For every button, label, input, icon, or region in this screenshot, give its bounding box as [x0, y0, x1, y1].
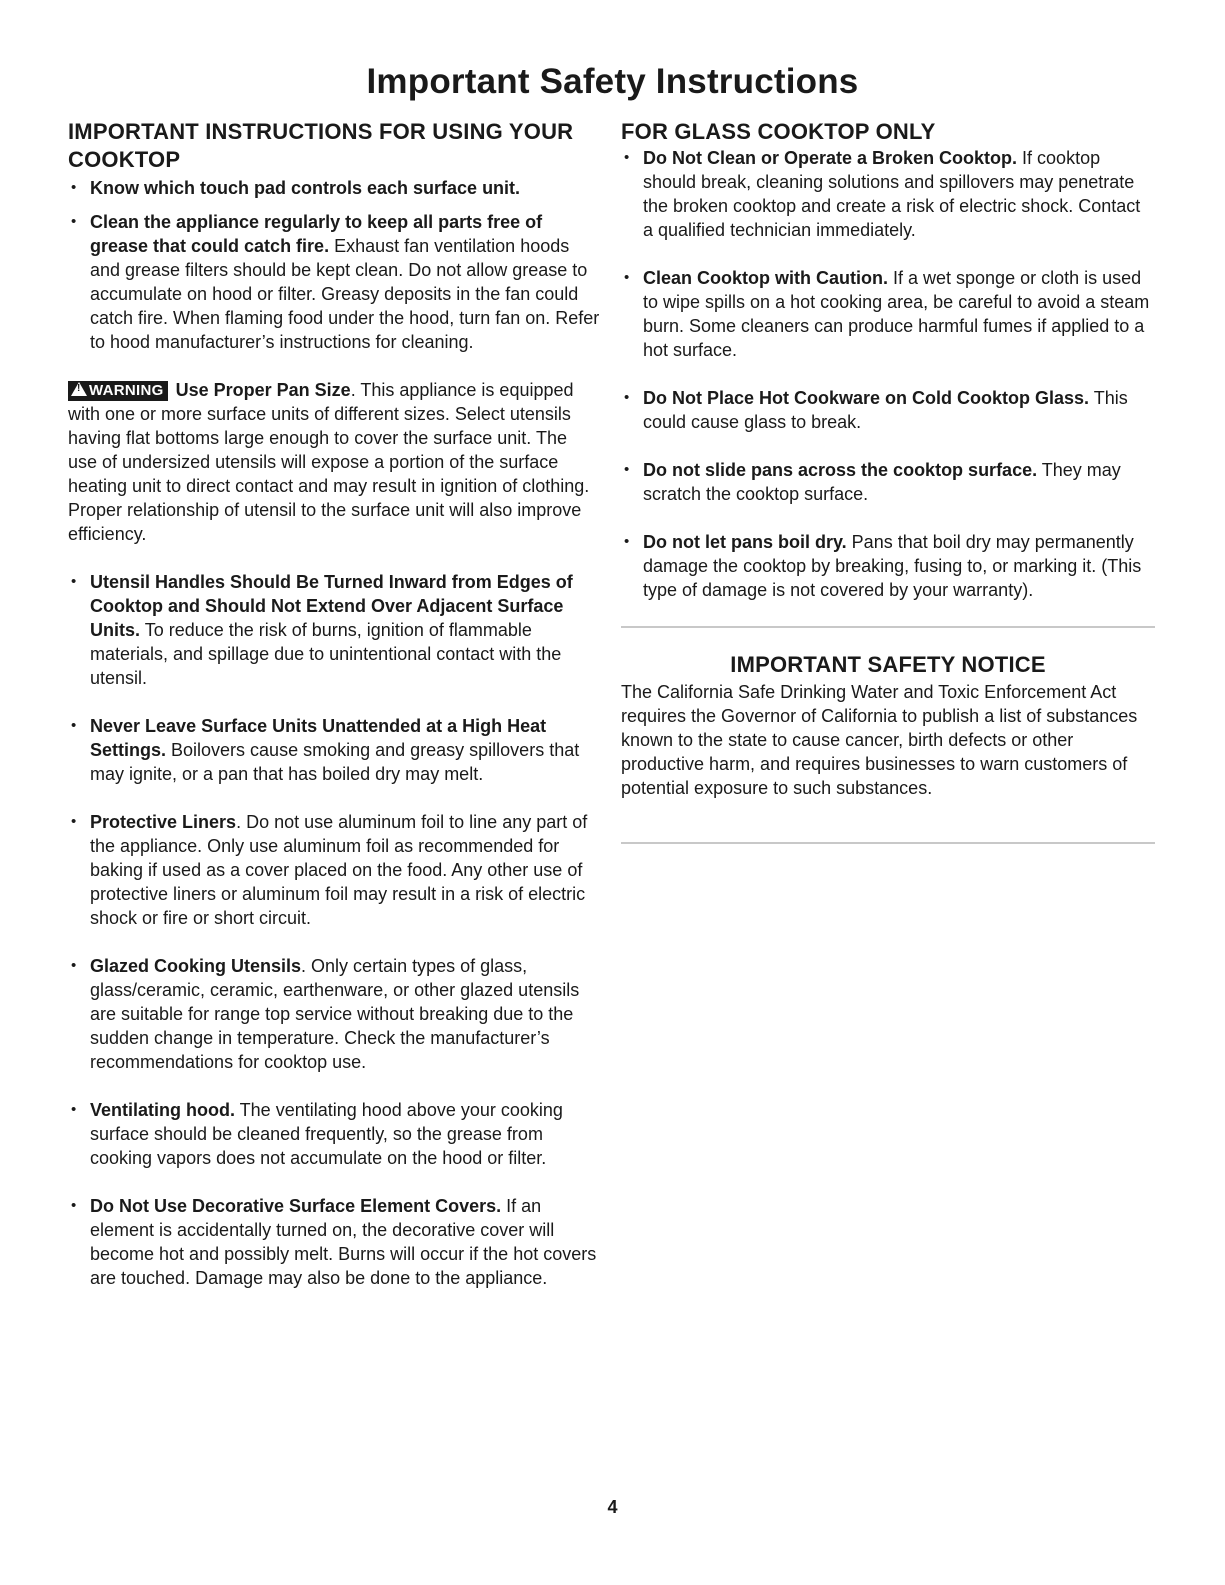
list-item	[621, 530, 1155, 602]
warning-badge	[68, 381, 168, 401]
item-text: Exhaust fan ventilation hoods and grease filters should be kept clean. Do not allow grease to accumulate on hood or filter. Greasy deposits in the fan could catch fire. When flaming food under the hood, turn fan on. Refer to hood manufacturer’s instructions for cleaning.	[90, 236, 600, 352]
page-number: 4	[607, 1497, 618, 1517]
item-text: . Do not use aluminum foil to line any part of the appliance. Only use aluminum foil as recommended for baking if used as a cover placed on the food. Any other use of protective liners or aluminum foil may result in a risk of electric shock or fire or short circuit.	[90, 812, 588, 928]
cooktop-instructions-heading: IMPORTANT INSTRUCTIONS FOR USING YOUR COOKTOP	[68, 119, 574, 172]
glass-cooktop-heading: FOR GLASS COOKTOP ONLY	[621, 119, 936, 144]
item-text: If an element is accidentally turned on, the decorative cover will become hot and possibly melt. Burns will occur if the hot covers are touched. Damage may also be done to the appliance.	[90, 1196, 597, 1288]
warning-triangle-icon	[71, 382, 87, 396]
item-text: They may scratch the cooktop surface.	[643, 460, 1121, 504]
item-lead: Clean the appliance regularly to keep all parts free of grease that could catch fire.	[90, 212, 543, 256]
right-column	[621, 118, 1155, 844]
item-lead: Utensil Handles Should Be Turned Inward from Edges of Cooktop and Should Not Extend Over Adjacent Surface Units.	[90, 572, 573, 640]
item-text: To reduce the risk of burns, ignition of flammable materials, and spillage due to unintentional contact with the utensil.	[90, 620, 562, 688]
list-item	[68, 714, 600, 786]
intro-list	[68, 176, 600, 354]
page-title: Important Safety Instructions	[366, 62, 859, 101]
notice-top-divider	[621, 626, 1155, 628]
list-item	[68, 810, 600, 930]
list-item	[68, 570, 600, 690]
item-lead: Do not let pans boil dry.	[643, 532, 847, 552]
warning-badge-label: WARNING	[89, 382, 164, 399]
item-text: . Only certain types of glass, glass/ceramic, ceramic, earthenware, or other glazed utensils are suitable for range top service without breaking due to the sudden change in temperature. Check the manufacturer’s recommendations for cooktop use.	[90, 956, 580, 1072]
item-lead: Glazed Cooking Utensils	[90, 956, 302, 976]
item-text: Pans that boil dry may permanently damage the cooktop by breaking, fusing to, or marking it. (This type of damage is not covered by your warranty).	[643, 532, 1142, 600]
instructions-list	[68, 570, 600, 1290]
list-item	[68, 176, 600, 200]
warning-lead: Use Proper Pan Size	[175, 380, 351, 400]
item-text: The ventilating hood above your cooking surface should be cleaned frequently, so the grease from cooking vapors does not accumulate on the hood or filter.	[90, 1100, 563, 1168]
item-text: If a wet sponge or cloth is used to wipe spills on a hot cooking area, be careful to avoid a steam burn. Some cleaners can produce harmful fumes if applied to a hot surface.	[643, 268, 1150, 360]
list-item	[621, 386, 1155, 434]
safety-notice-text: The California Safe Drinking Water and Toxic Enforcement Act requires the Governor of California to publish a list of substances known to the state to cause cancer, birth defects or other productive harm, and requires businesses to warn customers of potential exposure to such substances.	[621, 682, 1138, 798]
item-lead: Never Leave Surface Units Unattended at a High Heat Settings.	[90, 716, 547, 760]
notice-bottom-divider	[621, 842, 1155, 844]
item-lead: Do Not Use Decorative Surface Element Covers.	[90, 1196, 502, 1216]
item-lead: Ventilating hood.	[90, 1100, 235, 1120]
item-lead: Do not slide pans across the cooktop surface.	[643, 460, 1038, 480]
safety-notice-heading: IMPORTANT SAFETY NOTICE	[730, 652, 1046, 677]
list-item	[621, 146, 1155, 242]
list-item	[621, 458, 1155, 506]
warning-text: . This appliance is equipped with one or more surface units of different sizes. Select utensils having flat bottoms large enough to cover the surface unit. The use of undersized utensils will expose a portion of the surface heating unit to direct contact and may result in ignition of clothing. Proper relationship of utensil to the surface unit will also improve efficiency.	[68, 380, 590, 544]
warning-paragraph	[68, 378, 600, 546]
item-text: This could cause glass to break.	[643, 388, 1128, 432]
list-item	[68, 1194, 600, 1290]
item-lead: Protective Liners	[90, 812, 237, 832]
list-item	[68, 1098, 600, 1170]
item-lead: Know which touch pad controls each surface unit.	[90, 178, 521, 198]
item-lead: Do Not Place Hot Cookware on Cold Cooktop Glass.	[643, 388, 1090, 408]
list-item	[68, 210, 600, 354]
left-column	[68, 118, 600, 1314]
list-item	[68, 954, 600, 1074]
item-lead: Clean Cooktop with Caution.	[643, 268, 888, 288]
item-text: Boilovers cause smoking and greasy spillovers that may ignite, or a pan that has boiled dry may melt.	[90, 740, 580, 784]
item-lead: Do Not Clean or Operate a Broken Cooktop.	[643, 148, 1018, 168]
list-item	[621, 266, 1155, 362]
glass-cooktop-list	[621, 146, 1155, 602]
item-text: If cooktop should break, cleaning solutions and spillovers may penetrate the broken cooktop and create a risk of electric shock. Contact a qualified technician immediately.	[643, 148, 1141, 240]
